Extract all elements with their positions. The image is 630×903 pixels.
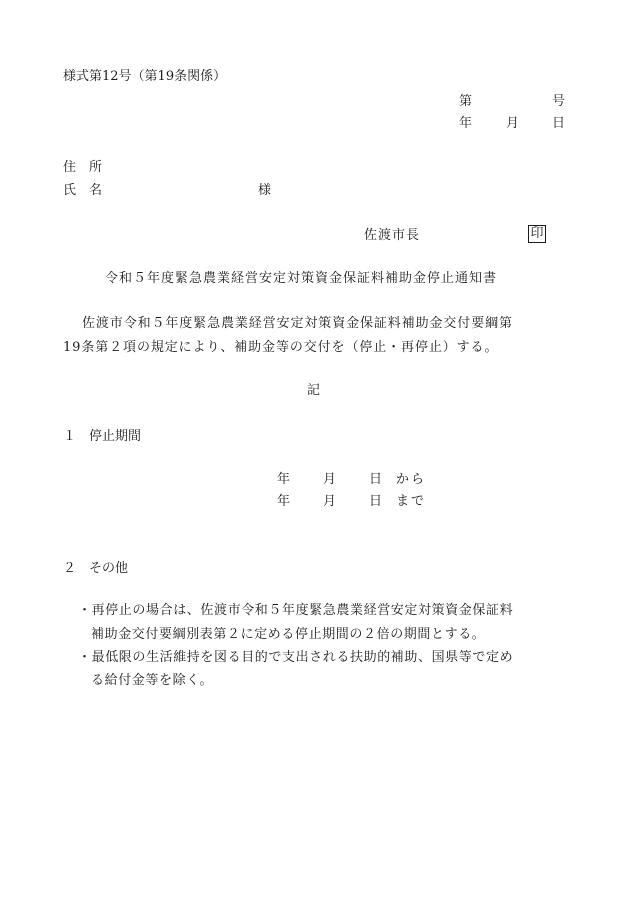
period-to-month: 月 (323, 494, 337, 509)
date-year: 年 (459, 116, 473, 131)
section1-heading: １ 停止期間 (63, 429, 142, 444)
honorific-sama: 様 (258, 183, 272, 198)
body-line-1: 佐渡市令和５年度緊急農業経営安定対策資金保証料補助金交付要綱第 (82, 316, 513, 331)
bullet-2-line-2: る給付金等を除く。 (91, 673, 214, 688)
period-to-suffix: まで (396, 494, 427, 509)
period-to-year: 年 (277, 494, 291, 509)
form-number: 様式第12号（第19条関係） (63, 69, 227, 84)
ref-number-dai: 第 (459, 94, 473, 109)
name-label: 氏 名 (63, 183, 103, 198)
seal-box: 印 (528, 225, 546, 243)
issuer-title: 佐渡市長 (364, 228, 421, 243)
section2-heading: ２ その他 (63, 561, 129, 576)
bullet-1-line-1: ・再停止の場合は、佐渡市令和５年度緊急農業経営安定対策資金保証料 (78, 603, 514, 618)
bullet-2-line-1: ・最低限の生活維持を図る目的で支出される扶助的補助、国県等で定め (78, 650, 514, 665)
bullet-1-line-2: 補助金交付要綱別表第２に定める停止期間の２倍の期間とする。 (91, 627, 486, 642)
document-title: 令和５年度緊急農業経営安定対策資金保証料補助金停止通知書 (105, 271, 498, 286)
period-from-day: 日 (369, 472, 383, 487)
address-label: 住 所 (63, 160, 103, 175)
body-line-2: 19条第２項の規定により、補助金等の交付を（停止・再停止）する。 (63, 340, 499, 355)
period-from-month: 月 (323, 472, 337, 487)
period-to-day: 日 (369, 494, 383, 509)
date-month: 月 (506, 116, 520, 131)
ref-number-go: 号 (552, 94, 566, 109)
date-day: 日 (552, 116, 566, 131)
period-from-suffix: から (396, 472, 427, 487)
period-from-year: 年 (277, 472, 291, 487)
ki-heading: 記 (307, 383, 321, 398)
